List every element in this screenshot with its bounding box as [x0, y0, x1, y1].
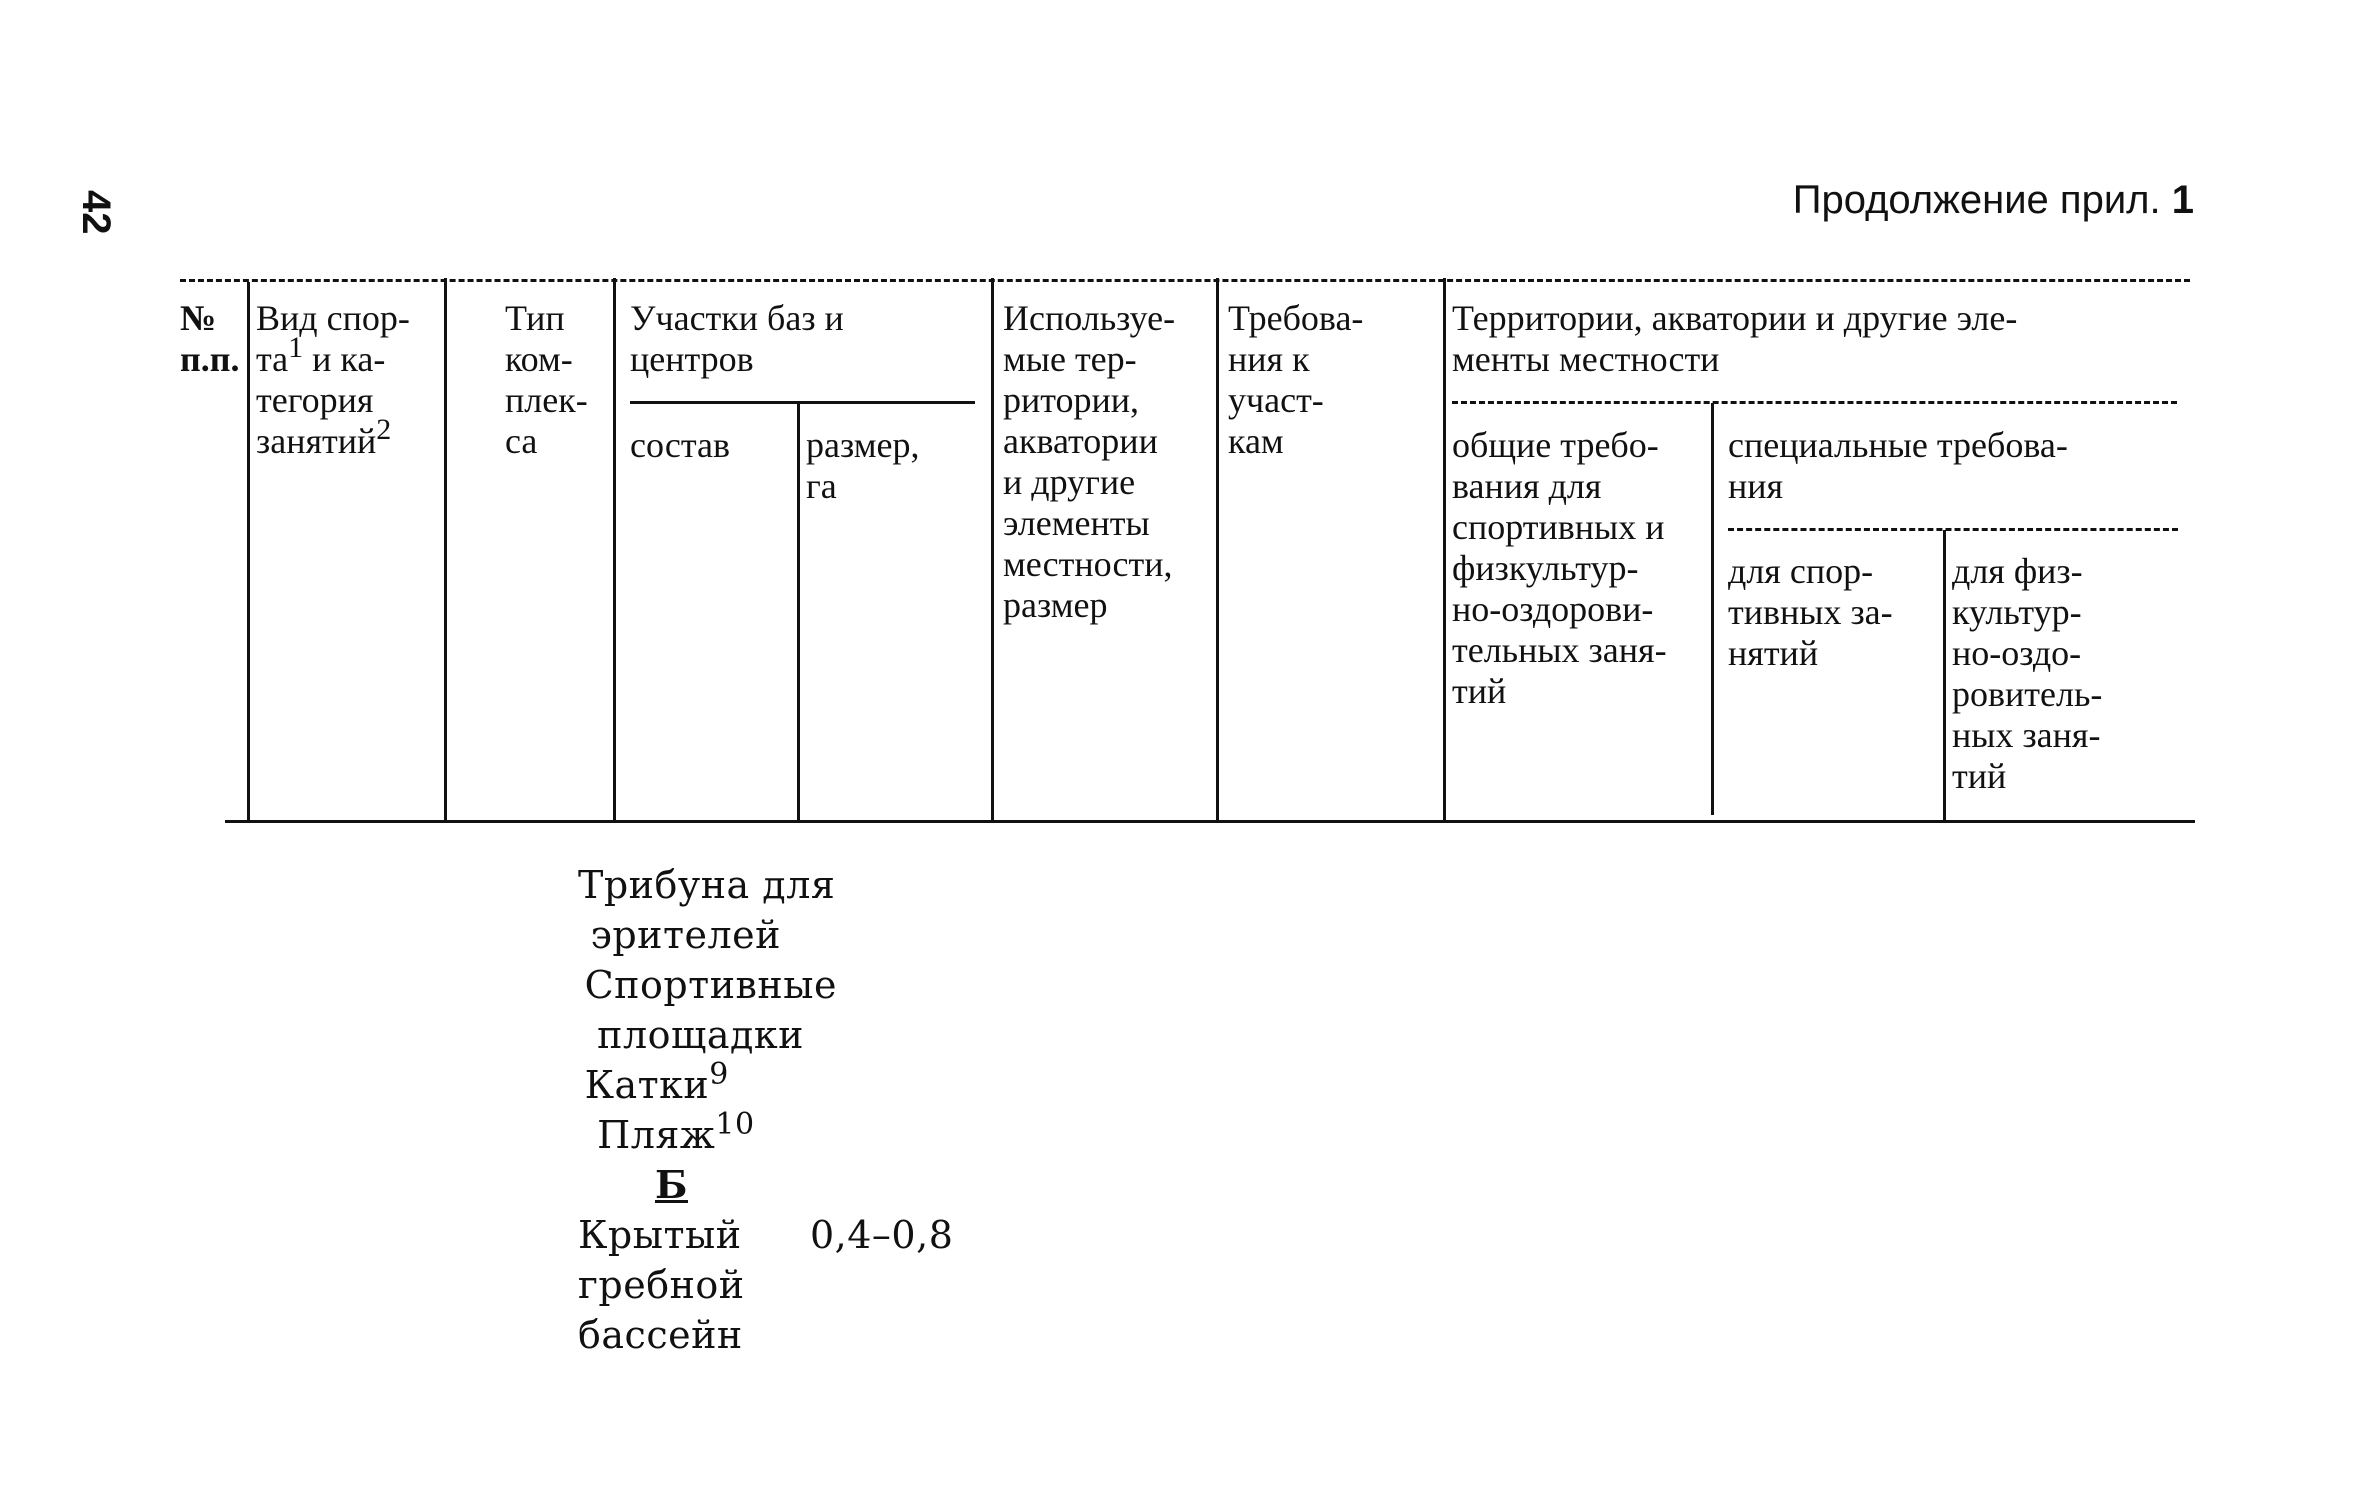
divider-3 — [613, 278, 616, 820]
header-requirements: Требова- ния к участ- кам — [1228, 298, 1364, 461]
sites-subrule — [630, 401, 975, 404]
header-territories: Территории, акватории и другие эле- менты местности — [1452, 298, 2018, 379]
divider-2 — [444, 278, 447, 820]
header-sites: Участки баз и центров — [630, 298, 844, 379]
footnote-1: 1 — [288, 331, 304, 364]
row-sport-grounds: Спортивные площадки — [584, 963, 837, 1057]
divider-7 — [1443, 278, 1446, 820]
continuation-text: Продолжение прил. — [1792, 178, 2161, 222]
row-tribune: Трибуна для эрителей — [578, 863, 836, 957]
divider-9 — [1943, 530, 1946, 820]
divider-1 — [247, 282, 250, 820]
page-number: 42 — [74, 190, 118, 235]
continuation-label — [1793, 178, 2194, 223]
divider-8 — [1711, 403, 1714, 815]
continuation-number: 1 — [2171, 178, 2194, 222]
header-special-req: специальные требова- ния — [1728, 425, 2068, 506]
row-pool-size: 0,4–0,8 — [810, 1213, 954, 1257]
header-type: Тип ком- плек- са — [505, 298, 588, 461]
row-rinks-label: Катки — [572, 1063, 710, 1107]
header-sport-a: Вид спор- та — [256, 298, 410, 379]
footnote-10: 10 — [715, 1107, 755, 1142]
top-border — [180, 279, 2190, 282]
header-general-req: общие требо- вания для спортивных и физкультур- но-оздорови- тельных заня- тий — [1452, 425, 1667, 711]
header-used-territories: Используе- мые тер- ритории, акватории и другие элементы местности, размер — [1003, 298, 1176, 625]
header-sites-size: размер, га — [806, 425, 920, 506]
row-pool: Крытый гребной бассейн — [578, 1213, 745, 1357]
header-num: № п.п. — [180, 298, 240, 379]
special-subrule — [1728, 528, 2178, 531]
footnote-2: 2 — [376, 413, 392, 446]
divider-4 — [797, 402, 800, 820]
divider-5 — [991, 278, 994, 820]
section-heading: Б — [655, 1162, 688, 1207]
divider-6 — [1216, 278, 1219, 820]
header-special-health: для физ- культур- но-оздо- ровитель- ных заня- тий — [1952, 551, 2103, 796]
row-beach — [572, 1107, 755, 1160]
header-sport-b: и ка- тегория занятий — [256, 339, 386, 461]
header-sport — [256, 298, 410, 462]
row-beach-label: Пляж — [572, 1113, 716, 1157]
header-bottom-border — [225, 820, 2195, 823]
row-rinks — [572, 1057, 729, 1110]
terr-subrule — [1452, 401, 2177, 404]
footnote-9: 9 — [709, 1057, 729, 1092]
header-sites-composition: состав — [630, 425, 731, 465]
header-special-sport: для спор- тивных за- нятий — [1728, 551, 1893, 673]
